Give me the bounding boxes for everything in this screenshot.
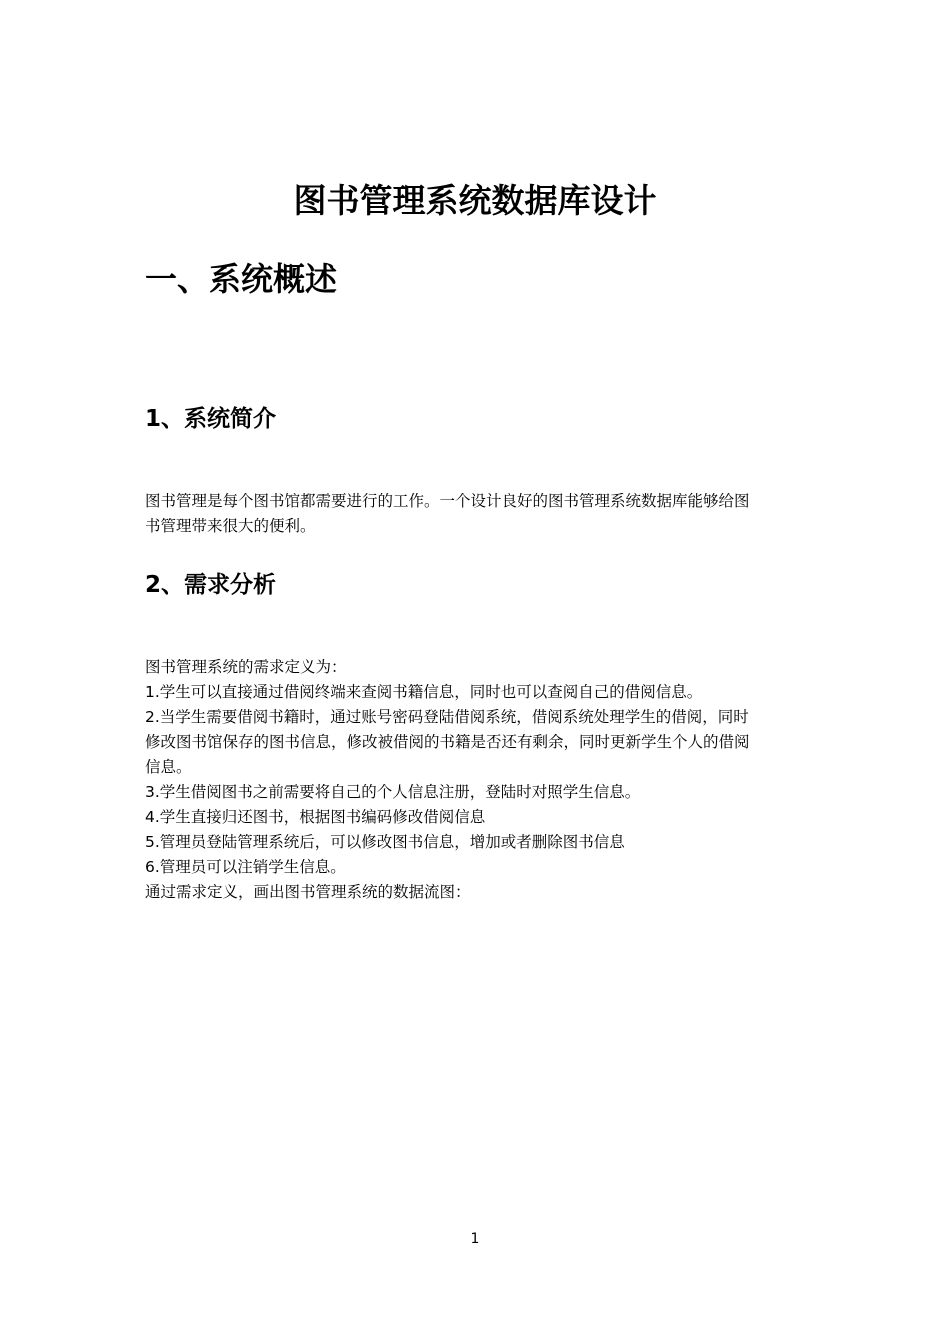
page-number: 1 bbox=[470, 1231, 480, 1247]
section-heading-intro: 1、系统简介 bbox=[145, 406, 277, 432]
paragraph-line: 2.当学生需要借阅书籍时，通过账号密码登陆借阅系统，借阅系统处理学生的借阅，同时 bbox=[145, 708, 749, 726]
paragraph-line: 通过需求定义，画出图书管理系统的数据流图： bbox=[145, 883, 471, 901]
paragraph-line: 4.学生直接归还图书，根据图书编码修改借阅信息 bbox=[145, 808, 486, 826]
chapter-heading: 一、系统概述 bbox=[145, 260, 338, 298]
paragraph-line: 5.管理员登陆管理系统后，可以修改图书信息，增加或者删除图书信息 bbox=[145, 833, 625, 851]
paragraph-line: 1.学生可以直接通过借阅终端来查阅书籍信息，同时也可以查阅自己的借阅信息。 bbox=[145, 683, 703, 701]
paragraph-line: 图书管理系统的需求定义为： bbox=[145, 658, 347, 676]
section-heading-requirements: 2、需求分析 bbox=[145, 572, 277, 598]
paragraph-line: 书管理带来很大的便利。 bbox=[145, 517, 316, 535]
document-title: 图书管理系统数据库设计 bbox=[293, 181, 657, 220]
section-intro-paragraph bbox=[145, 489, 810, 539]
paragraph-line: 信息。 bbox=[145, 758, 192, 776]
paragraph-line: 3.学生借阅图书之前需要将自己的个人信息注册，登陆时对照学生信息。 bbox=[145, 783, 641, 801]
paragraph-line: 图书管理是每个图书馆都需要进行的工作。一个设计良好的图书管理系统数据库能够给图 bbox=[145, 492, 750, 510]
paragraph-line: 修改图书馆保存的图书信息，修改被借阅的书籍是否还有剩余，同时更新学生个人的借阅 bbox=[145, 733, 750, 751]
paragraph-line: 6.管理员可以注销学生信息。 bbox=[145, 858, 346, 876]
section-requirements-paragraph bbox=[145, 655, 810, 905]
